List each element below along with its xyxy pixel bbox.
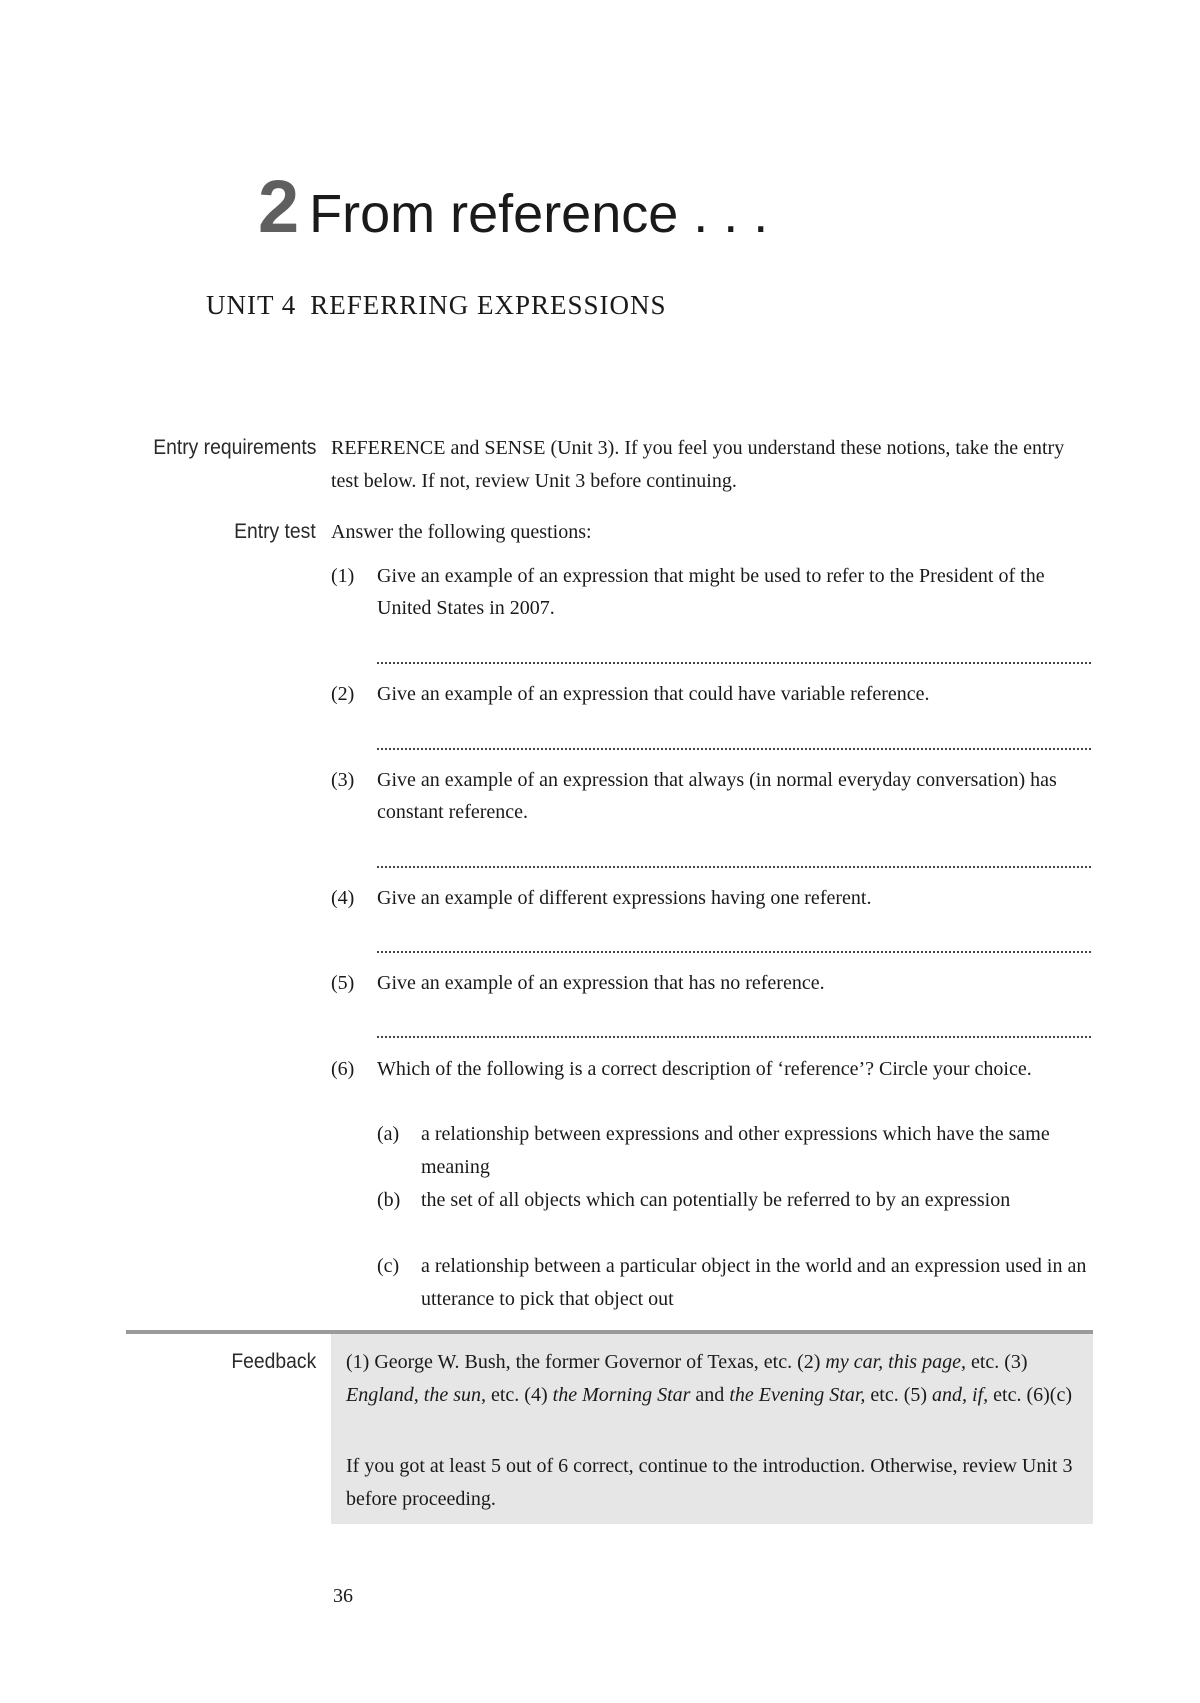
feedback-answers: [346, 1346, 1076, 1412]
feedback-answer-2-example: my car, this page,: [825, 1351, 966, 1373]
question-3-number: (3): [331, 769, 355, 791]
chapter-number: 2: [258, 165, 300, 248]
option-c-letter[interactable]: (c): [377, 1255, 400, 1277]
feedback-label: Feedback: [231, 1350, 316, 1373]
answer-line-2[interactable]: [377, 744, 1091, 750]
feedback-answer-4-rest: etc. (5): [865, 1384, 933, 1406]
answer-line-3[interactable]: [377, 862, 1091, 868]
question-4-text: Give an example of different expressions having one referent.: [377, 887, 872, 909]
question-2-number: (2): [331, 683, 355, 705]
feedback-answer-5-rest: etc. (6)(c): [988, 1384, 1072, 1406]
page-number: 36: [333, 1585, 353, 1607]
answer-line-5[interactable]: [377, 1032, 1091, 1038]
entry-requirements-label: Entry requirements: [152, 436, 316, 459]
question-1-number: (1): [331, 565, 355, 587]
question-5-number: (5): [331, 972, 355, 994]
feedback-answer-2-rest: etc. (3): [965, 1351, 1028, 1373]
option-b-text[interactable]: the set of all objects which can potentially be referred to by an expression: [421, 1189, 1011, 1211]
unit-heading: [206, 290, 667, 321]
feedback-answer-4-example-2: the Evening Star,: [729, 1384, 866, 1406]
option-a-letter[interactable]: (a): [377, 1123, 400, 1145]
answer-line-4[interactable]: [377, 947, 1091, 953]
question-4-number: (4): [331, 887, 355, 909]
unit-label: UNIT 4: [206, 290, 297, 320]
entry-test-intro: Answer the following questions:: [331, 521, 592, 543]
answer-line-1[interactable]: [377, 658, 1091, 664]
feedback-answer-3-example: England, the sun,: [346, 1384, 486, 1406]
question-6-number: (6): [331, 1058, 355, 1080]
feedback-answer-1: (1) George W. Bush, the former Governor of Texas, etc. (2): [346, 1351, 826, 1373]
unit-name: REFERRING EXPRESSIONS: [310, 290, 667, 320]
question-1-text: Give an example of an expression that might be used to refer to the President of the United States in 2007.: [377, 565, 1045, 619]
feedback-answer-4-and: and: [690, 1384, 730, 1406]
chapter-title: From reference . . .: [309, 184, 769, 244]
option-a-text[interactable]: a relationship between expressions and other expressions which have the same meaning: [421, 1123, 1050, 1178]
question-5-text: Give an example of an expression that has no reference.: [377, 972, 825, 994]
option-b-letter[interactable]: (b): [377, 1189, 401, 1211]
feedback-answer-3-rest: etc. (4): [486, 1384, 553, 1406]
option-c-text[interactable]: a relationship between a particular object in the world and an expression used in an utterance to pick that object out: [421, 1255, 1087, 1310]
question-3-text: Give an example of an expression that always (in normal everyday conversation) has constant reference.: [377, 769, 1057, 823]
feedback-answer-4-example-1: the Morning Star: [552, 1384, 691, 1406]
entry-requirements-text: REFERENCE and SENSE (Unit 3). If you feel you understand these notions, take the entry test below. If not, review Unit 3 before continuing.: [331, 437, 1065, 492]
entry-test-label: Entry test: [234, 520, 316, 543]
chapter-heading: [258, 164, 768, 249]
question-6-text: Which of the following is a correct description of ‘reference’? Circle your choice.: [377, 1058, 1032, 1080]
feedback-answer-5-example: and, if,: [932, 1384, 989, 1406]
feedback-instruction: If you got at least 5 out of 6 correct, continue to the introduction. Otherwise, review Unit 3 before proceeding.: [346, 1455, 1073, 1510]
question-2-text: Give an example of an expression that could have variable reference.: [377, 683, 930, 705]
